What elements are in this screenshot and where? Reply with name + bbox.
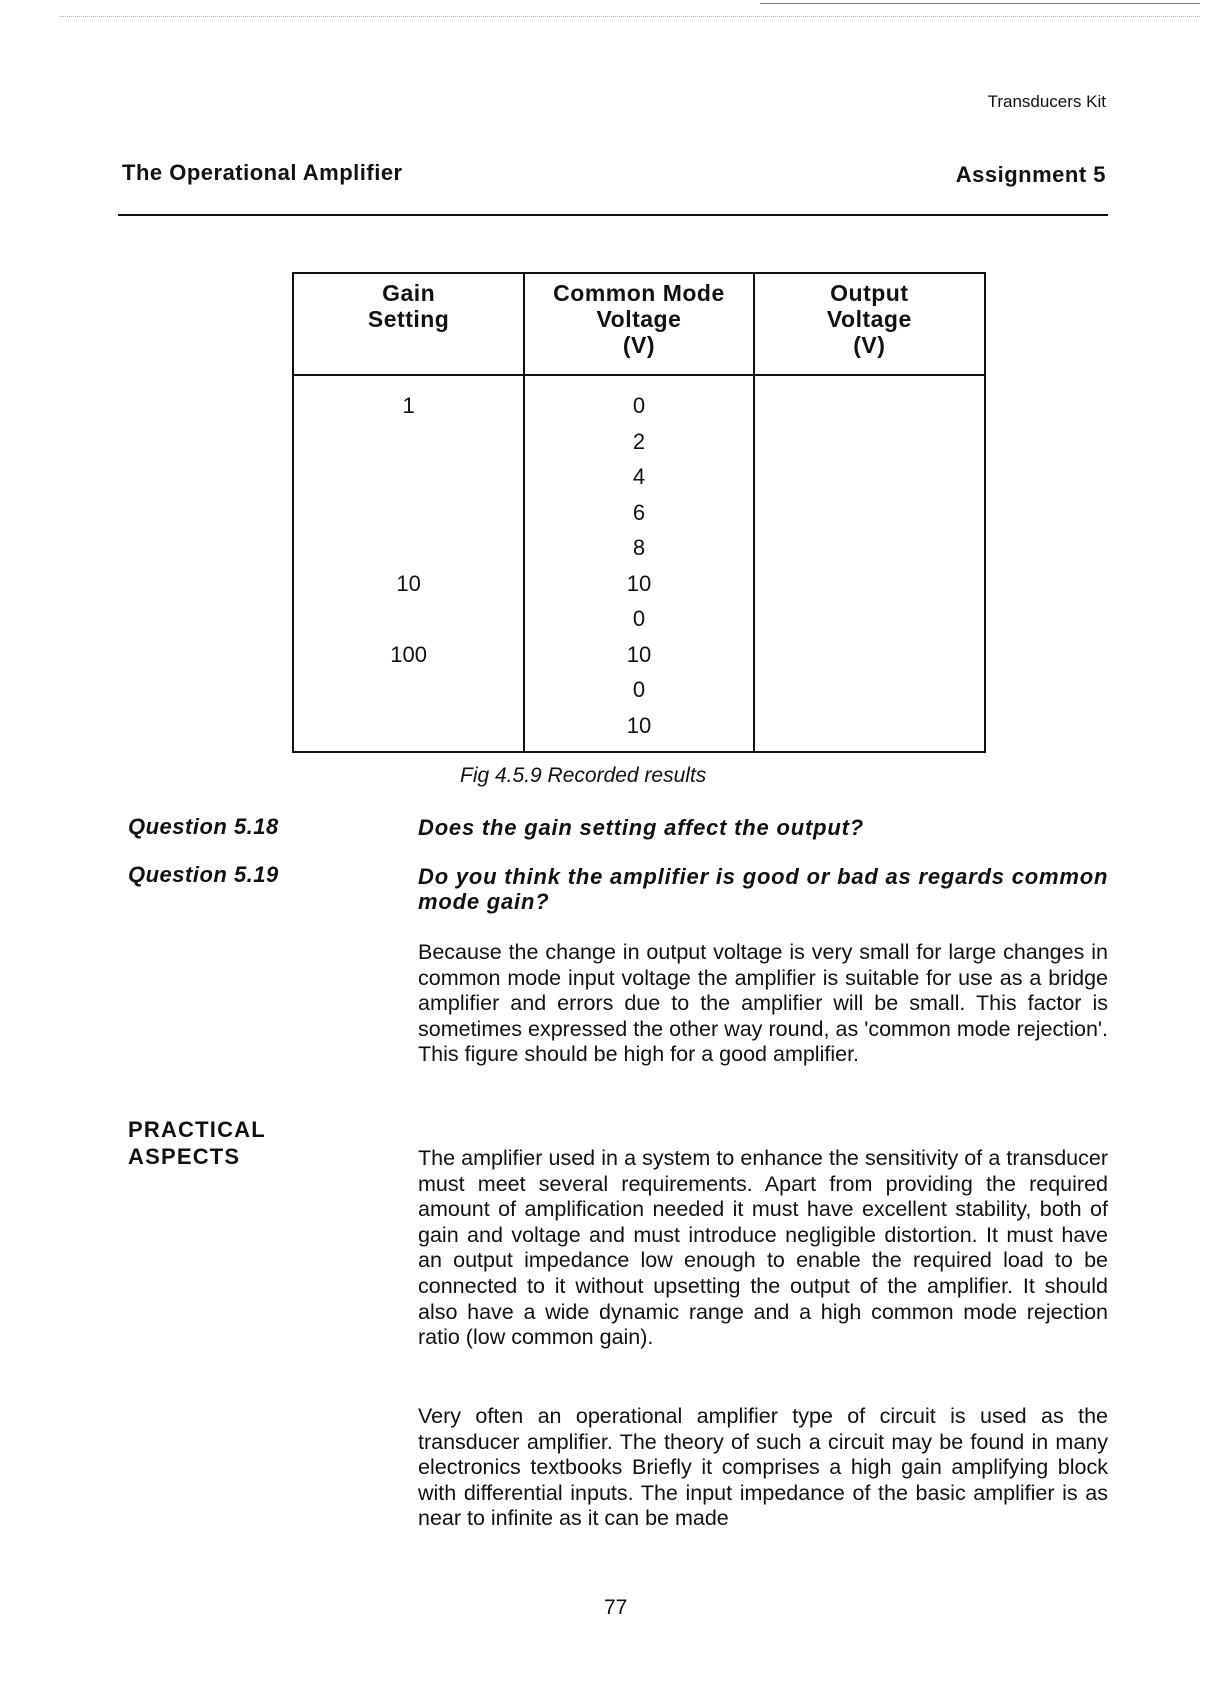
output-voltage-cell — [754, 495, 985, 531]
output-voltage-cell — [754, 566, 985, 602]
header-rule — [118, 214, 1108, 216]
question-label-5-18: Question 5.18 — [128, 814, 279, 839]
gain-cell — [293, 672, 524, 708]
header-line: Common Mode — [553, 280, 725, 306]
answer-paragraph: Because the change in output voltage is very small for large changes in common mode input voltage the amplifier is suitable for use as a bridge amplifier and errors due to the amplifier will be small. This factor is sometimes expressed the other way round, as 'common mode rejection'. This figure should be high for a good amplifier. — [418, 940, 1108, 1067]
page-number: 77 — [604, 1596, 628, 1619]
gain-cell — [293, 708, 524, 753]
gain-cell: 10 — [293, 566, 524, 602]
header-line: (V) — [853, 332, 886, 358]
header-line: Output — [830, 280, 909, 306]
table-row — [293, 459, 985, 495]
common-mode-voltage-cell: 4 — [524, 459, 753, 495]
table-row — [293, 601, 985, 637]
header-line: Setting — [367, 306, 450, 332]
practical-aspects-heading — [128, 1116, 328, 1170]
header-line: (V) — [622, 332, 656, 358]
header-line: Gain — [382, 280, 436, 306]
heading-line: PRACTICAL — [128, 1117, 266, 1142]
common-mode-voltage-cell: 10 — [524, 637, 753, 673]
common-mode-voltage-cell: 0 — [524, 601, 753, 637]
gain-setting-header — [293, 273, 524, 375]
common-mode-voltage-cell: 8 — [524, 530, 753, 566]
output-voltage-cell — [754, 637, 985, 673]
output-voltage-header — [754, 273, 985, 375]
output-voltage-cell — [754, 424, 985, 460]
question-text-5-19: Do you think the amplifier is good or bad as regards common mode gain? — [418, 864, 1109, 914]
scan-edge-line — [760, 3, 1200, 4]
assignment-title: Assignment 5 — [955, 162, 1106, 187]
output-voltage-cell — [754, 375, 985, 424]
gain-cell: 1 — [293, 375, 524, 424]
question-label-5-19: Question 5.19 — [128, 862, 279, 887]
header-line: Voltage — [596, 306, 682, 332]
practical-paragraph-2: Very often an operational amplifier type of circuit is used as the transducer amplifier. The theory of such a circuit may be found in many electronics textbooks Briefly it comprises a high gain amplifying block with differential inputs. The input impedance of the basic amplifier is as near to infinite as it can be made — [418, 1404, 1108, 1531]
table-row — [293, 495, 985, 531]
output-voltage-cell — [754, 708, 985, 753]
table-header-row — [293, 273, 985, 375]
output-voltage-cell — [754, 672, 985, 708]
header-line: Voltage — [826, 306, 912, 332]
common-mode-voltage-cell: 0 — [524, 375, 753, 424]
common-mode-voltage-cell: 0 — [524, 672, 753, 708]
common-mode-voltage-cell: 10 — [524, 708, 753, 753]
output-voltage-cell — [754, 530, 985, 566]
table-row — [293, 566, 985, 602]
chapter-title: The Operational Amplifier — [122, 160, 403, 185]
common-mode-voltage-cell: 10 — [524, 566, 753, 602]
output-voltage-cell — [754, 459, 985, 495]
table-row — [293, 424, 985, 460]
common-mode-voltage-cell: 6 — [524, 495, 753, 531]
common-mode-voltage-cell: 2 — [524, 424, 753, 460]
table-row — [293, 708, 985, 753]
question-text-5-18: Does the gain setting affect the output? — [418, 815, 864, 840]
practical-paragraph-1: The amplifier used in a system to enhance the sensitivity of a transducer must meet several requirements. Apart from providing the required amount of amplification needed it must have excellent stability, both of gain and voltage and must introduce negligible distortion. It must have an output impedance low enough to enable the required load to be connected to it without upsetting the output of the amplifier. It should also have a wide dynamic range and a high common mode rejection ratio (low common gain). — [418, 1146, 1108, 1350]
table-row — [293, 672, 985, 708]
gain-cell — [293, 424, 524, 460]
table-row — [293, 530, 985, 566]
gain-cell — [293, 495, 524, 531]
gain-cell — [293, 530, 524, 566]
output-voltage-cell — [754, 601, 985, 637]
gain-cell — [293, 601, 524, 637]
table-row — [293, 375, 985, 424]
heading-line: ASPECTS — [128, 1144, 241, 1169]
table-row — [293, 637, 985, 673]
common-mode-voltage-header — [524, 273, 753, 375]
scan-edge-noise — [60, 16, 1200, 21]
gain-cell: 100 — [293, 637, 524, 673]
gain-cell — [293, 459, 524, 495]
recorded-results-table — [292, 272, 986, 753]
figure-caption: Fig 4.5.9 Recorded results — [460, 764, 707, 787]
kit-title: Transducers Kit — [987, 92, 1106, 111]
